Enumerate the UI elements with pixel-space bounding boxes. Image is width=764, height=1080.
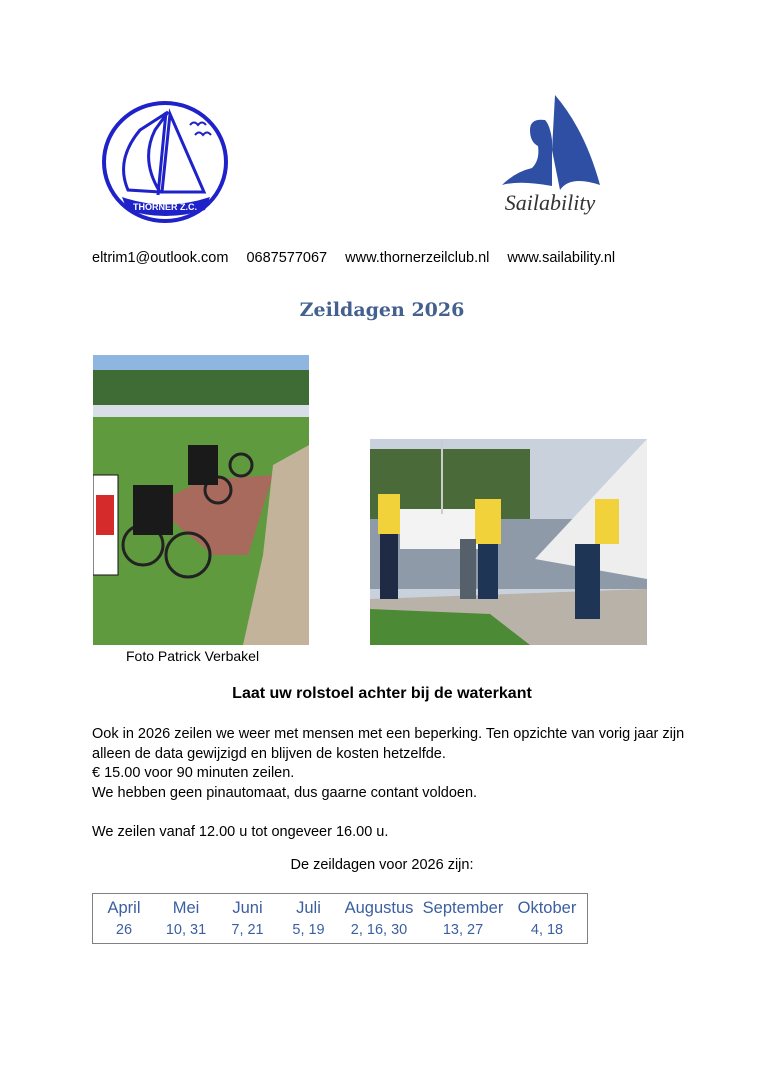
schedule-intro: De zeildagen voor 2026 zijn: bbox=[290, 857, 474, 873]
svg-text:Sailability: Sailability bbox=[504, 190, 596, 215]
body-text bbox=[92, 725, 692, 842]
body-line-5: We zeilen vanaf 12.00 u tot ongeveer 16.00 u. bbox=[92, 823, 389, 840]
photo-volunteers bbox=[370, 439, 647, 645]
days-augustus: 2, 16, 30 bbox=[350, 922, 408, 938]
body-line-4: We hebben geen pinautomaat, dus gaarne contant voldoen. bbox=[92, 784, 478, 801]
month-juni: Juni bbox=[232, 898, 263, 917]
page-title: Zeildagen 2026 bbox=[299, 299, 465, 321]
month-april: April bbox=[107, 898, 141, 917]
month-juli: Juli bbox=[296, 898, 321, 917]
month-augustus: Augustus bbox=[344, 898, 414, 917]
body-line-1: Ook in 2026 zeilen we weer met mensen met een beperking. Ten opzichte van vorig jaar zijn bbox=[92, 726, 685, 742]
body-line-2: alleen de data gewijzigd en blijven de kosten hetzelfde. bbox=[92, 745, 446, 762]
subheading: Laat uw rolstoel achter bij de waterkant bbox=[232, 685, 532, 702]
days-juli: 5, 19 bbox=[292, 922, 325, 938]
thorner-zc-logo bbox=[100, 100, 230, 225]
days-juni: 7, 21 bbox=[231, 922, 264, 938]
svg-text:THORNER Z.C.: THORNER Z.C. bbox=[133, 202, 197, 212]
contact-phone: 0687577067 bbox=[246, 250, 328, 266]
months-row bbox=[93, 894, 588, 920]
days-row bbox=[93, 919, 588, 944]
contact-website-sailability[interactable]: www.sailability.nl bbox=[507, 250, 616, 266]
photo-wheelchairs bbox=[93, 355, 309, 645]
month-mei: Mei bbox=[172, 898, 200, 917]
days-september: 13, 27 bbox=[442, 922, 484, 938]
sailability-logo bbox=[490, 90, 610, 220]
contact-line bbox=[92, 250, 629, 266]
month-oktober: Oktober bbox=[517, 898, 577, 917]
contact-website-club[interactable]: www.thornerzeilclub.nl bbox=[345, 250, 490, 266]
body-line-3: € 15.00 voor 90 minuten zeilen. bbox=[92, 765, 295, 781]
schedule-table bbox=[92, 893, 588, 944]
month-september: September bbox=[422, 898, 504, 917]
days-oktober: 4, 18 bbox=[530, 922, 564, 938]
days-mei: 10, 31 bbox=[165, 922, 207, 938]
photo-caption: Foto Patrick Verbakel bbox=[126, 648, 260, 664]
contact-email[interactable]: eltrim1@outlook.com bbox=[92, 250, 229, 266]
days-april: 26 bbox=[115, 922, 133, 938]
